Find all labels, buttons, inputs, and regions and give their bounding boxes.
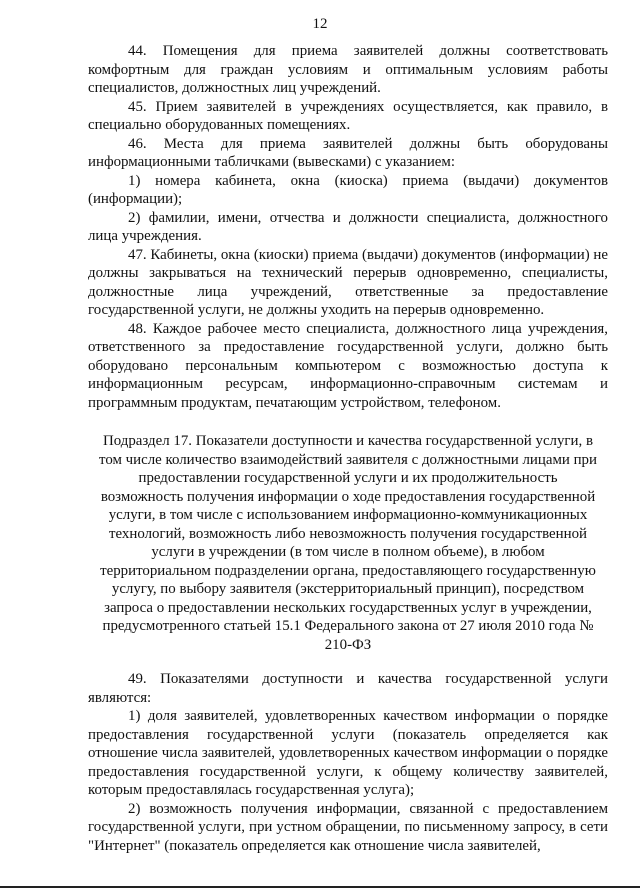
paragraph-49: 49. Показателями доступности и качества государственной услуги являются: [88, 671, 608, 706]
paragraph-46: 46. Места для приема заявителей должны быть оборудованы информационными табличками (вывесками) с указанием: [88, 135, 608, 170]
section-heading: Подраздел 17. Показатели доступности и качества государственной услуги, в том числе количество взаимодействий заявителя с должностными лицами при предоставлении государственной услуги и их продолжительность возможность получения информации о ходе предоставления государственной услуги, в том числе с использованием информационно-коммуникационных технологий, возможность либо невозможность получения государственной услуги в учреждении (в том числе в полном объеме), в любом территориальном подразделении органа, предоставляющего государственную услугу, по выбору заявителя (экстерриториальный принцип), посредством запроса о предоставлении нескольких государственных услуг в учреждении, предусмотренного статьей 15.1 Федерального закона от 27 июля 2010 года № 210-ФЗ [99, 433, 597, 653]
document-body [88, 42, 608, 855]
paragraph-44: 44. Помещения для приема заявителей должны соответствовать комфортным для граждан условиям и оптимальным условиям работы специалистов, должностных лиц учреждений. [88, 43, 608, 96]
page-number: 12 [312, 16, 328, 32]
paragraph-49-item-2: 2) возможность получения информации, связанной с предоставлением государственной услуги, при устном обращении, по письменному запросу, в сети "Интернет" (показатель определяется как отношение числа заявителей, [88, 800, 608, 854]
paragraph-45: 45. Прием заявителей в учреждениях осуществляется, как правило, в специально оборудованных помещениях. [88, 98, 608, 133]
paragraph-48: 48. Каждое рабочее место специалиста, должностного лица учреждения, ответственного за предоставление государственной услуги, должно быть оборудовано персональным компьютером с возможностью доступа к информационным ресурсам, информационно-справочным системам и программным продуктам, печатающим устройством, телефоном. [88, 320, 608, 411]
scan-edge-divider [0, 886, 640, 888]
paragraph-46-item-2: 2) фамилии, имени, отчества и должности специалиста, должностного лица учреждения. [88, 209, 608, 244]
paragraph-46-item-1: 1) номера кабинета, окна (киоска) приема (выдачи) документов (информации); [88, 172, 608, 207]
paragraph-49-item-1: 1) доля заявителей, удовлетворенных качеством информации о порядке предоставления государственной услуги (показатель определяется как отношение числа заявителей, удовлетворенных качеством информации о порядке предоставления государственной услуги, к общему количеству заявителей, которым предоставлялась государственная услуга); [88, 708, 608, 798]
paragraph-47: 47. Кабинеты, окна (киоски) приема (выдачи) документов (информации) не должны закрываться на технический перерыв одновременно, специалисты, должностные лица учреждений, ответственные за предоставление государственной услуги, не должны уходить на перерыв одновременно. [88, 246, 608, 318]
